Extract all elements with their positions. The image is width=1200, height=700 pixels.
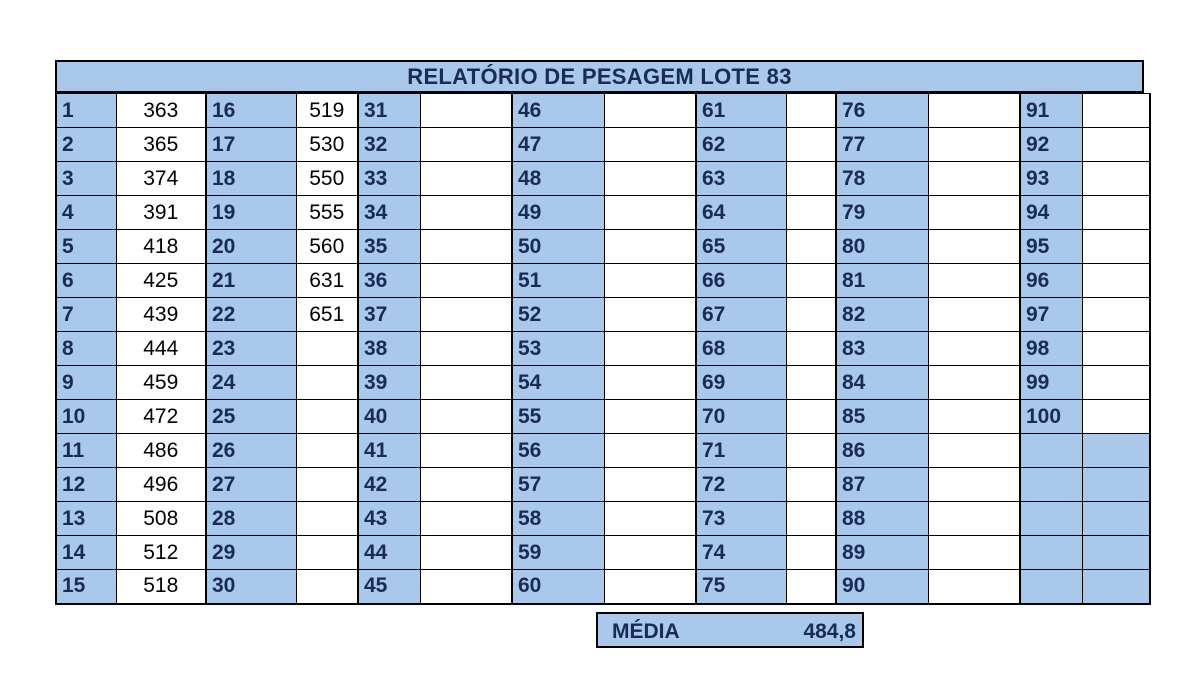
weight-value xyxy=(604,434,696,468)
weight-value xyxy=(786,230,836,264)
weight-value xyxy=(296,332,358,366)
weight-value xyxy=(420,196,512,230)
animal-number: 35 xyxy=(358,230,420,264)
animal-number: 33 xyxy=(358,162,420,196)
grid-row xyxy=(56,468,1150,502)
weight-value xyxy=(604,128,696,162)
animal-number: 25 xyxy=(206,400,296,434)
weight-value xyxy=(1082,366,1150,400)
animal-number: 84 xyxy=(836,366,928,400)
grid-row xyxy=(56,298,1150,332)
weight-value xyxy=(604,502,696,536)
weight-value xyxy=(604,400,696,434)
animal-number: 38 xyxy=(358,332,420,366)
animal-number: 60 xyxy=(512,570,604,604)
animal-number: 61 xyxy=(696,94,786,128)
animal-number: 20 xyxy=(206,230,296,264)
weight-value: 530 xyxy=(296,128,358,162)
grid-row xyxy=(56,162,1150,196)
animal-number: 13 xyxy=(56,502,116,536)
weight-value xyxy=(420,128,512,162)
animal-number: 77 xyxy=(836,128,928,162)
weight-value xyxy=(604,536,696,570)
weight-value xyxy=(420,332,512,366)
weighing-report xyxy=(55,60,1144,605)
animal-number: 79 xyxy=(836,196,928,230)
weight-value xyxy=(420,400,512,434)
weight-value xyxy=(1082,264,1150,298)
animal-number: 66 xyxy=(696,264,786,298)
animal-number: 54 xyxy=(512,366,604,400)
animal-number: 39 xyxy=(358,366,420,400)
weighing-grid xyxy=(55,93,1151,605)
empty-cell xyxy=(1082,570,1150,604)
weight-value: 555 xyxy=(296,196,358,230)
weight-value xyxy=(928,94,1020,128)
grid-row xyxy=(56,230,1150,264)
empty-number-cell xyxy=(1020,502,1082,536)
weight-value xyxy=(786,468,836,502)
weight-value: 472 xyxy=(116,400,206,434)
empty-cell xyxy=(1082,502,1150,536)
weight-value: 550 xyxy=(296,162,358,196)
weight-value xyxy=(786,298,836,332)
weight-value: 486 xyxy=(116,434,206,468)
weight-value xyxy=(928,468,1020,502)
weight-value xyxy=(420,298,512,332)
weight-value: 519 xyxy=(296,94,358,128)
weight-value xyxy=(928,230,1020,264)
weight-value xyxy=(604,366,696,400)
weight-value xyxy=(786,570,836,604)
animal-number: 85 xyxy=(836,400,928,434)
animal-number: 34 xyxy=(358,196,420,230)
weight-value: 560 xyxy=(296,230,358,264)
animal-number: 55 xyxy=(512,400,604,434)
animal-number: 26 xyxy=(206,434,296,468)
weight-value xyxy=(928,264,1020,298)
weight-value: 631 xyxy=(296,264,358,298)
weight-value xyxy=(1082,162,1150,196)
animal-number: 46 xyxy=(512,94,604,128)
weight-value xyxy=(420,502,512,536)
animal-number: 98 xyxy=(1020,332,1082,366)
animal-number: 67 xyxy=(696,298,786,332)
weight-value xyxy=(604,94,696,128)
empty-cell xyxy=(1082,468,1150,502)
weight-value xyxy=(604,196,696,230)
weight-value xyxy=(786,128,836,162)
weight-value xyxy=(928,536,1020,570)
weight-value xyxy=(420,536,512,570)
animal-number: 24 xyxy=(206,366,296,400)
weight-value: 444 xyxy=(116,332,206,366)
weight-value xyxy=(296,366,358,400)
animal-number: 63 xyxy=(696,162,786,196)
weight-value xyxy=(786,196,836,230)
empty-cell xyxy=(1082,536,1150,570)
animal-number: 65 xyxy=(696,230,786,264)
animal-number: 82 xyxy=(836,298,928,332)
animal-number: 99 xyxy=(1020,366,1082,400)
animal-number: 96 xyxy=(1020,264,1082,298)
weight-value xyxy=(1082,196,1150,230)
animal-number: 4 xyxy=(56,196,116,230)
weight-value xyxy=(604,332,696,366)
empty-number-cell xyxy=(1020,468,1082,502)
animal-number: 94 xyxy=(1020,196,1082,230)
animal-number: 57 xyxy=(512,468,604,502)
empty-number-cell xyxy=(1020,536,1082,570)
animal-number: 30 xyxy=(206,570,296,604)
weight-value: 391 xyxy=(116,196,206,230)
animal-number: 12 xyxy=(56,468,116,502)
weight-value xyxy=(604,468,696,502)
weight-value: 651 xyxy=(296,298,358,332)
weight-value xyxy=(1082,332,1150,366)
animal-number: 71 xyxy=(696,434,786,468)
animal-number: 43 xyxy=(358,502,420,536)
weight-value xyxy=(1082,400,1150,434)
animal-number: 97 xyxy=(1020,298,1082,332)
weight-value xyxy=(420,264,512,298)
animal-number: 76 xyxy=(836,94,928,128)
animal-number: 44 xyxy=(358,536,420,570)
weight-value xyxy=(420,162,512,196)
weight-value xyxy=(786,502,836,536)
weight-value xyxy=(296,434,358,468)
weight-value xyxy=(604,162,696,196)
animal-number: 74 xyxy=(696,536,786,570)
animal-number: 36 xyxy=(358,264,420,298)
animal-number: 92 xyxy=(1020,128,1082,162)
animal-number: 73 xyxy=(696,502,786,536)
animal-number: 2 xyxy=(56,128,116,162)
animal-number: 40 xyxy=(358,400,420,434)
grid-row xyxy=(56,264,1150,298)
animal-number: 1 xyxy=(56,94,116,128)
animal-number: 18 xyxy=(206,162,296,196)
animal-number: 58 xyxy=(512,502,604,536)
animal-number: 62 xyxy=(696,128,786,162)
animal-number: 41 xyxy=(358,434,420,468)
animal-number: 56 xyxy=(512,434,604,468)
empty-number-cell xyxy=(1020,570,1082,604)
weight-value: 374 xyxy=(116,162,206,196)
animal-number: 59 xyxy=(512,536,604,570)
animal-number: 8 xyxy=(56,332,116,366)
animal-number: 80 xyxy=(836,230,928,264)
animal-number: 27 xyxy=(206,468,296,502)
animal-number: 21 xyxy=(206,264,296,298)
weight-value: 496 xyxy=(116,468,206,502)
weight-value xyxy=(786,400,836,434)
weight-value xyxy=(1082,298,1150,332)
weight-value xyxy=(296,502,358,536)
animal-number: 91 xyxy=(1020,94,1082,128)
weight-value xyxy=(604,298,696,332)
animal-number: 88 xyxy=(836,502,928,536)
animal-number: 51 xyxy=(512,264,604,298)
animal-number: 5 xyxy=(56,230,116,264)
grid-row xyxy=(56,570,1150,604)
animal-number: 23 xyxy=(206,332,296,366)
weight-value: 365 xyxy=(116,128,206,162)
animal-number: 72 xyxy=(696,468,786,502)
weight-value xyxy=(296,400,358,434)
weight-value: 518 xyxy=(116,570,206,604)
animal-number: 81 xyxy=(836,264,928,298)
animal-number: 64 xyxy=(696,196,786,230)
weight-value xyxy=(604,230,696,264)
animal-number: 42 xyxy=(358,468,420,502)
animal-number: 7 xyxy=(56,298,116,332)
weight-value: 439 xyxy=(116,298,206,332)
animal-number: 3 xyxy=(56,162,116,196)
weight-value xyxy=(928,162,1020,196)
animal-number: 50 xyxy=(512,230,604,264)
animal-number: 95 xyxy=(1020,230,1082,264)
grid-row xyxy=(56,332,1150,366)
weight-value xyxy=(420,230,512,264)
weight-value xyxy=(928,196,1020,230)
animal-number: 29 xyxy=(206,536,296,570)
animal-number: 70 xyxy=(696,400,786,434)
animal-number: 22 xyxy=(206,298,296,332)
grid-row xyxy=(56,94,1150,128)
weight-value xyxy=(420,570,512,604)
animal-number: 47 xyxy=(512,128,604,162)
average-label: MÉDIA xyxy=(612,620,680,643)
animal-number: 87 xyxy=(836,468,928,502)
weight-value: 418 xyxy=(116,230,206,264)
weight-value xyxy=(928,128,1020,162)
animal-number: 49 xyxy=(512,196,604,230)
weight-value xyxy=(928,332,1020,366)
grid-row xyxy=(56,400,1150,434)
weight-value xyxy=(786,434,836,468)
weight-value xyxy=(420,434,512,468)
animal-number: 6 xyxy=(56,264,116,298)
weight-value: 425 xyxy=(116,264,206,298)
weight-value xyxy=(928,570,1020,604)
animal-number: 10 xyxy=(56,400,116,434)
weight-value xyxy=(928,298,1020,332)
animal-number: 69 xyxy=(696,366,786,400)
grid-row xyxy=(56,502,1150,536)
weight-value xyxy=(604,570,696,604)
animal-number: 31 xyxy=(358,94,420,128)
animal-number: 19 xyxy=(206,196,296,230)
animal-number: 86 xyxy=(836,434,928,468)
weight-value xyxy=(928,400,1020,434)
weight-value xyxy=(928,502,1020,536)
animal-number: 32 xyxy=(358,128,420,162)
animal-number: 52 xyxy=(512,298,604,332)
animal-number: 48 xyxy=(512,162,604,196)
weight-value xyxy=(420,366,512,400)
weight-value: 459 xyxy=(116,366,206,400)
animal-number: 11 xyxy=(56,434,116,468)
animal-number: 15 xyxy=(56,570,116,604)
animal-number: 16 xyxy=(206,94,296,128)
animal-number: 53 xyxy=(512,332,604,366)
animal-number: 89 xyxy=(836,536,928,570)
weight-value xyxy=(786,162,836,196)
weight-value xyxy=(1082,94,1150,128)
empty-cell xyxy=(1082,434,1150,468)
grid-row xyxy=(56,196,1150,230)
grid-row xyxy=(56,536,1150,570)
weight-value xyxy=(420,468,512,502)
weight-value xyxy=(786,332,836,366)
weight-value xyxy=(928,434,1020,468)
grid-row xyxy=(56,128,1150,162)
weight-value: 508 xyxy=(116,502,206,536)
animal-number: 93 xyxy=(1020,162,1082,196)
weight-value: 363 xyxy=(116,94,206,128)
animal-number: 68 xyxy=(696,332,786,366)
animal-number: 78 xyxy=(836,162,928,196)
weight-value: 512 xyxy=(116,536,206,570)
animal-number: 17 xyxy=(206,128,296,162)
weight-value xyxy=(928,366,1020,400)
animal-number: 100 xyxy=(1020,400,1082,434)
animal-number: 9 xyxy=(56,366,116,400)
weight-value xyxy=(296,536,358,570)
grid-row xyxy=(56,434,1150,468)
animal-number: 83 xyxy=(836,332,928,366)
weight-value xyxy=(786,264,836,298)
average-value: 484,8 xyxy=(803,620,856,643)
animal-number: 45 xyxy=(358,570,420,604)
report-title: RELATÓRIO DE PESAGEM LOTE 83 xyxy=(55,60,1144,93)
weight-value xyxy=(786,366,836,400)
weight-value xyxy=(296,570,358,604)
animal-number: 37 xyxy=(358,298,420,332)
animal-number: 28 xyxy=(206,502,296,536)
weight-value xyxy=(296,468,358,502)
grid-row xyxy=(56,366,1150,400)
weight-value xyxy=(604,264,696,298)
animal-number: 75 xyxy=(696,570,786,604)
average-box xyxy=(596,612,864,648)
empty-number-cell xyxy=(1020,434,1082,468)
weight-value xyxy=(1082,230,1150,264)
weight-value xyxy=(1082,128,1150,162)
animal-number: 14 xyxy=(56,536,116,570)
weight-value xyxy=(786,94,836,128)
weight-value xyxy=(420,94,512,128)
animal-number: 90 xyxy=(836,570,928,604)
weight-value xyxy=(786,536,836,570)
